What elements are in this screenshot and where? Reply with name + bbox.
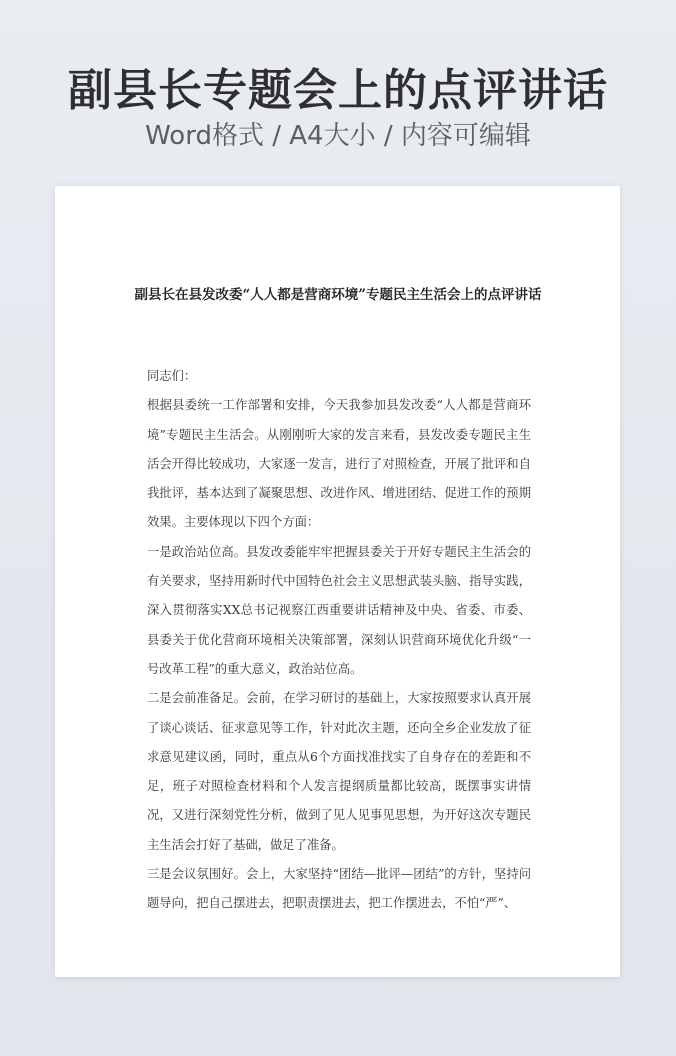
paragraph-point-3: 三是会议氛围好。会上，大家坚持“团结—批评—团结”的方针，坚持问题导向，把自己摆进去，把职责摆进去，把工作摆进去，不怕“严”、 xyxy=(147,867,531,911)
paragraph-intro: 根据县委统一工作部署和安排，今天我参加县发改委“人人都是营商环境”专题民主生活会。从刚刚听大家的发言来看，县发改委专题民主生活会开得比较成功，大家逐一发言，进行了对照检查，开展了批评和自我批评，基本达到了凝聚思想、改进作风、增进团结、促进工作的预期效果。主要体现以下四个方面： xyxy=(147,398,531,530)
document-page xyxy=(55,186,620,977)
paragraph-point-2: 二是会前准备足。会前，在学习研讨的基础上，大家按照要求认真开展了谈心谈话、征求意见等工作，针对此次主题，还向全乡企业发放了征求意见建议函，同时，重点从6个方面找准找实了自身存在的差距和不足，班子对照检查材料和个人发言提纲质量都比较高，既摆事实讲情况，又进行深刻党性分析，做到了见人见事见思想，为开好这次专题民主生活会打好了基础，做足了准备。 xyxy=(147,691,531,852)
salutation: 同志们： xyxy=(147,369,197,383)
document-title: 副县长在县发改委“人人都是营商环境”专题民主生活会上的点评讲话 xyxy=(134,287,542,303)
banner-title: 副县长专题会上的点评讲话 xyxy=(68,65,608,116)
banner xyxy=(0,0,676,180)
banner-subtitle: Word格式 / A4大小 / 内容可编辑 xyxy=(145,121,531,151)
paragraph-point-1: 一是政治站位高。县发改委能牢牢把握县委关于开好专题民主生活会的有关要求，坚持用新时代中国特色社会主义思想武装头脑、指导实践，深入贯彻落实XX总书记视察江西重要讲话精神及中央、省委、市委、县委关于优化营商环境相关决策部署，深刻认识营商环境优化升级“一号改革工程”的重大意义，政治站位高。 xyxy=(147,544,531,676)
document-body xyxy=(147,362,531,919)
